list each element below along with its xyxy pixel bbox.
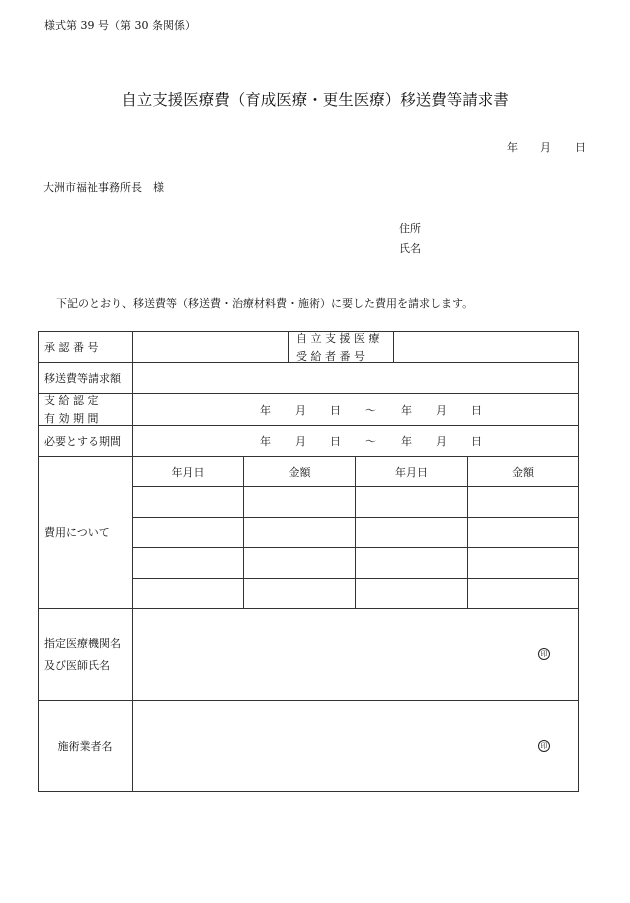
cost-date-cell[interactable] <box>133 518 243 547</box>
cost-amount-cell[interactable] <box>244 518 355 547</box>
approval-number-label: 承 認 番 号 <box>44 340 99 354</box>
cost-date-cell[interactable] <box>356 518 467 547</box>
required-range-tilde: 〜 <box>365 435 376 448</box>
date-month-label: 月 <box>540 141 551 154</box>
validity-start-month: 月 <box>295 403 306 417</box>
transport-claim-label: 移送費等請求額 <box>44 371 121 385</box>
required-start-month: 月 <box>295 435 306 448</box>
institution-seal-mark: 印 <box>538 648 550 660</box>
cost-header-date-1: 年月日 <box>171 465 205 479</box>
validity-range-tilde: 〜 <box>365 403 376 417</box>
name-label: 氏名 <box>399 242 421 255</box>
costs-label: 費用について <box>44 526 110 539</box>
intro-text: 下記のとおり、移送費等（移送費・治療材料費・施術）に要した費用を請求します。 <box>56 297 474 310</box>
required-end-day: 日 <box>471 435 482 448</box>
validity-end-month: 月 <box>436 403 447 417</box>
cost-amount-cell[interactable] <box>244 548 355 578</box>
validity-end-year: 年 <box>401 403 412 417</box>
cost-date-cell[interactable] <box>133 579 243 608</box>
addressee: 大洲市福祉事務所長 様 <box>43 181 164 194</box>
cost-amount-cell[interactable] <box>468 579 578 608</box>
institution-label: 指定医療機関名 及び医師氏名 <box>44 637 121 672</box>
required-start-day: 日 <box>330 435 341 448</box>
form-number: 様式第 39 号（第 30 条関係） <box>44 19 196 32</box>
validity-end-day: 日 <box>471 403 482 417</box>
recipient-number-label: 自 立 支 援 医 療 受 給 者 番 号 <box>296 331 380 363</box>
required-end-year: 年 <box>401 435 412 448</box>
date-year-label: 年 <box>507 141 518 154</box>
practitioner-label: 施術業者名 <box>57 739 113 753</box>
required-period-field[interactable] <box>133 426 578 456</box>
document-title: 自立支援医療費（育成医療・更生医療）移送費等請求書 <box>121 91 509 109</box>
cost-amount-cell[interactable] <box>244 487 355 517</box>
validity-start-year: 年 <box>260 403 271 417</box>
transport-claim-amount-field[interactable] <box>133 363 578 393</box>
cost-date-cell[interactable] <box>133 487 243 517</box>
claim-form-table <box>38 331 579 792</box>
validity-period-label: 支 給 認 定 有 効 期 間 <box>44 394 99 425</box>
cost-header-date-2: 年月日 <box>395 465 428 479</box>
cost-amount-cell[interactable] <box>468 487 578 517</box>
cost-header-amount-2: 金額 <box>512 465 534 479</box>
cost-amount-cell[interactable] <box>468 548 578 578</box>
cost-date-cell[interactable] <box>356 579 467 608</box>
address-label: 住所 <box>399 222 421 235</box>
required-period-label: 必要とする期間 <box>44 434 121 448</box>
practitioner-field[interactable] <box>133 701 578 791</box>
validity-start-day: 日 <box>330 403 341 417</box>
cost-amount-cell[interactable] <box>468 518 578 547</box>
approval-number-field[interactable] <box>133 332 287 362</box>
cost-amount-cell[interactable] <box>244 579 355 608</box>
validity-period-field[interactable] <box>133 394 578 425</box>
cost-date-cell[interactable] <box>356 487 467 517</box>
cost-header-amount-1: 金額 <box>288 465 311 479</box>
required-end-month: 月 <box>436 435 447 448</box>
recipient-number-field[interactable] <box>394 332 578 362</box>
cost-date-cell[interactable] <box>133 548 243 578</box>
date-day-label: 日 <box>575 141 586 154</box>
cost-date-cell[interactable] <box>356 548 467 578</box>
institution-field[interactable] <box>133 609 578 700</box>
practitioner-seal-mark: 印 <box>538 740 550 752</box>
required-start-year: 年 <box>260 435 271 448</box>
